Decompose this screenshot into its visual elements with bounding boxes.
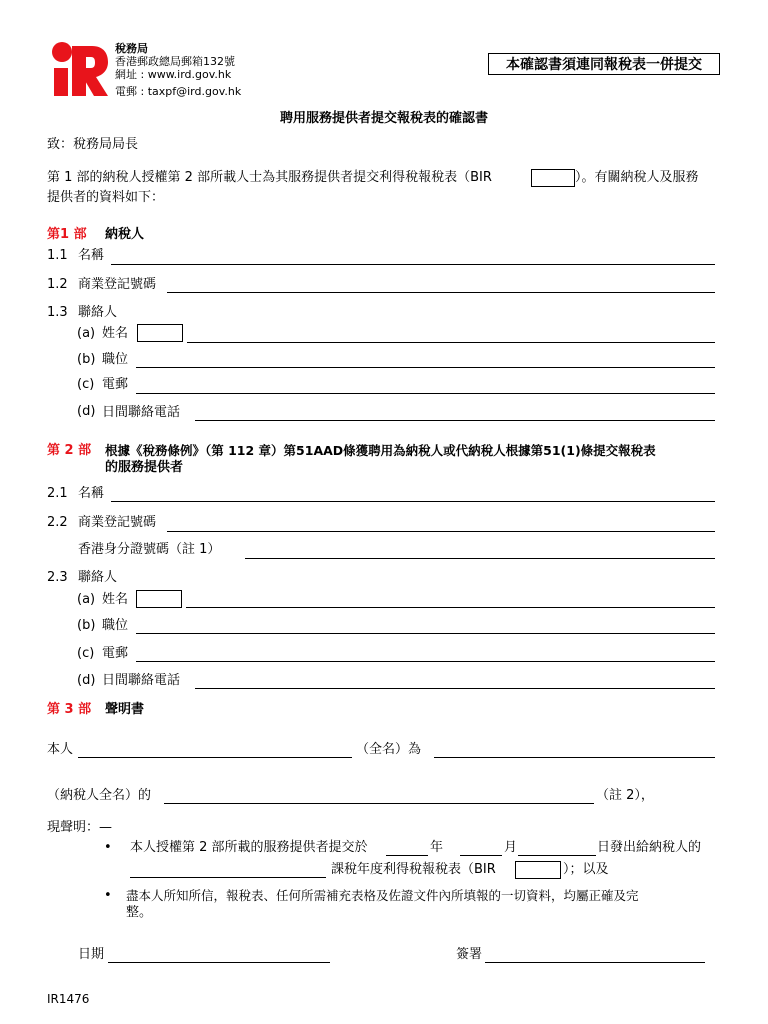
- month-label: 月: [504, 840, 518, 855]
- issue-day-field[interactable]: [518, 855, 596, 856]
- p2-a-label: 姓名: [102, 592, 129, 607]
- bullet1-line2-post: ）；以及: [563, 862, 609, 877]
- signature-field[interactable]: [485, 962, 705, 963]
- part3-label: 第 3 部: [47, 702, 92, 717]
- org-address: 香港郵政總局郵箱132號: [115, 55, 235, 68]
- provider-name-field[interactable]: [111, 501, 715, 502]
- bullet1-text-post: 日發出給納稅人的: [597, 840, 702, 855]
- p2-contact-phone-field[interactable]: [195, 688, 715, 689]
- declarant-capacity-field[interactable]: [434, 757, 715, 758]
- declarant-label: 本人: [47, 742, 74, 757]
- taxpayer-fullname-caption: （納稅人全名）的: [47, 788, 152, 803]
- p1-d-marker: (d): [77, 404, 96, 419]
- form-code: IR1476: [47, 992, 90, 1006]
- p2-c-label: 電郵: [102, 646, 129, 661]
- p2-contact-position-field[interactable]: [136, 633, 715, 634]
- p1-a-marker: (a): [77, 326, 96, 341]
- p2-title-box[interactable]: [136, 590, 182, 608]
- hkid-label: 香港身分證號碼（註 1）: [78, 542, 221, 557]
- p1-b-label: 職位: [102, 352, 129, 367]
- page-title: 聘用服務提供者提交報稅表的確認書: [279, 111, 488, 126]
- field-1-1-number: 1.1: [47, 248, 68, 263]
- taxpayer-br-number-field[interactable]: [167, 292, 715, 293]
- submission-notice: [488, 53, 720, 75]
- field-1-3-number: 1.3: [47, 305, 68, 320]
- field-1-2-number: 1.2: [47, 277, 68, 292]
- p2-b-label: 職位: [102, 618, 129, 633]
- field-2-3-label: 聯絡人: [78, 570, 118, 585]
- p1-contact-phone-field[interactable]: [195, 420, 715, 421]
- intro-line1-post: ）。有關納稅人及服務: [575, 170, 699, 185]
- intro-line1: 第 1 部的納稅人授權第 2 部所載人士為其服務提供者提交利得稅報稅表（BIR: [47, 170, 492, 185]
- field-2-2-label: 商業登記號碼: [78, 515, 157, 530]
- p2-c-marker: (c): [77, 646, 95, 661]
- part2-label: 第 2 部: [47, 443, 92, 458]
- p1-title-box[interactable]: [137, 324, 183, 342]
- org-name: 稅務局: [115, 42, 148, 55]
- field-1-3-label: 聯絡人: [78, 305, 118, 320]
- signature-label: 簽署: [456, 947, 483, 962]
- p1-contact-name-field[interactable]: [187, 342, 715, 343]
- fullname-caption: （全名）為: [356, 742, 422, 757]
- date-label: 日期: [78, 947, 105, 962]
- provider-br-number-field[interactable]: [167, 531, 715, 532]
- p2-b-marker: (b): [77, 618, 96, 633]
- submission-notice-text: 本確認書須連同報稅表一併提交: [506, 57, 702, 73]
- addressee: 致：稅務局局長: [47, 137, 139, 152]
- part2-heading-line2: 的服務提供者: [105, 460, 184, 475]
- p1-c-label: 電郵: [102, 377, 129, 392]
- field-1-1-label: 名稱: [78, 248, 105, 263]
- p1-contact-email-field[interactable]: [136, 393, 715, 394]
- p2-a-marker: (a): [77, 592, 96, 607]
- field-1-2-label: 商業登記號碼: [78, 277, 157, 292]
- p1-contact-position-field[interactable]: [136, 367, 715, 368]
- year-label: 年: [430, 840, 444, 855]
- part3-heading: 聲明書: [105, 702, 145, 717]
- taxpayer-fullname-field[interactable]: [164, 803, 594, 804]
- field-2-3-number: 2.3: [47, 570, 68, 585]
- issue-month-field[interactable]: [460, 855, 502, 856]
- taxpayer-name-field[interactable]: [111, 264, 715, 265]
- bullet-2: •: [104, 888, 112, 903]
- bullet-1: •: [104, 840, 112, 855]
- field-2-1-label: 名稱: [78, 486, 105, 501]
- p2-d-label: 日間聯絡電話: [102, 673, 181, 688]
- p1-c-marker: (c): [77, 377, 95, 392]
- field-2-2-number: 2.2: [47, 515, 68, 530]
- bullet2-line2: 整。: [126, 905, 153, 920]
- org-email: 電郵 : taxpf@ird.gov.hk: [115, 85, 242, 98]
- ird-logo: [48, 40, 110, 98]
- issue-year-field[interactable]: [386, 855, 428, 856]
- org-website: 網址 : www.ird.gov.hk: [115, 68, 232, 81]
- year-of-assessment-field[interactable]: [130, 877, 326, 878]
- intro-line2: 提供者的資料如下：: [47, 190, 165, 205]
- p1-b-marker: (b): [77, 352, 96, 367]
- declarant-fullname-field[interactable]: [78, 757, 352, 758]
- declare-label: 現聲明：—: [47, 820, 113, 835]
- bir-form-number-box-2[interactable]: [515, 861, 561, 879]
- part2-heading-line1: 根據《稅務條例》（第 112 章）第51AAD條獲聘用為納稅人或代納稅人根據第51(1)條提交報稅表: [105, 443, 656, 458]
- p2-d-marker: (d): [77, 673, 96, 688]
- bullet1-text-pre: 本人授權第 2 部所載的服務提供者提交於: [130, 840, 368, 855]
- p1-a-label: 姓名: [102, 326, 129, 341]
- p2-contact-email-field[interactable]: [136, 661, 715, 662]
- bullet2-line1: 盡本人所知所信，報稅表、任何所需補充表格及佐證文件內所填報的一切資料，均屬正確及完: [126, 888, 639, 903]
- note2-caption: （註 2），: [596, 788, 654, 803]
- field-2-1-number: 2.1: [47, 486, 68, 501]
- p1-d-label: 日間聯絡電話: [102, 405, 181, 420]
- bir-form-number-box[interactable]: [531, 169, 575, 187]
- part1-heading: 納稅人: [105, 227, 145, 242]
- part1-label: 第1 部: [47, 227, 87, 242]
- date-field[interactable]: [108, 962, 330, 963]
- bullet1-line2: 課稅年度利得稅報稅表（BIR: [331, 862, 496, 877]
- p2-contact-name-field[interactable]: [186, 607, 715, 608]
- provider-hkid-field[interactable]: [245, 558, 715, 559]
